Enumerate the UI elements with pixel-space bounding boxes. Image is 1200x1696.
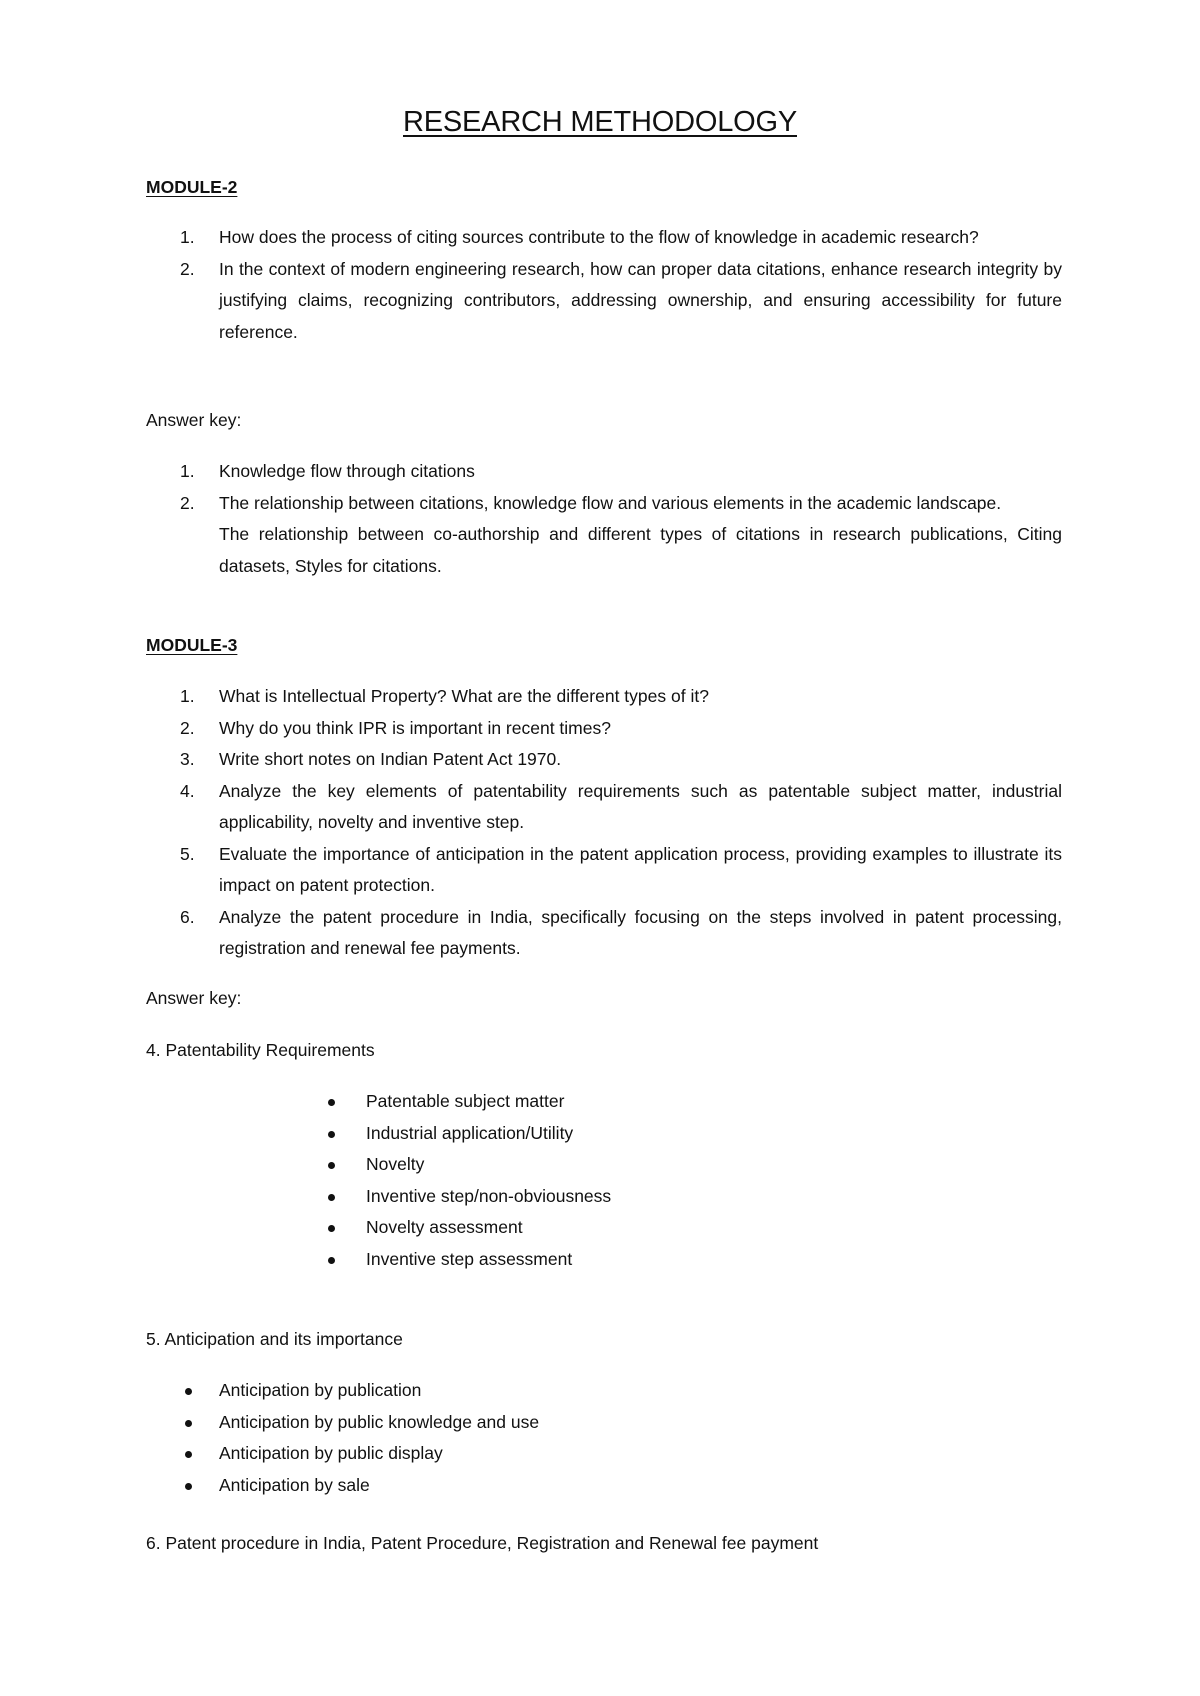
list-item xyxy=(146,488,1062,520)
question-text: In the context of modern engineering research, how can proper data citations, enhance research integrity by justifying claims, recognizing contributors, addressing ownership, and ensuring accessibility for future reference. xyxy=(219,258,1062,342)
list-item xyxy=(146,744,1062,776)
answer-6-heading: 6. Patent procedure in India, Patent Procedure, Registration and Renewal fee payment xyxy=(146,1533,819,1553)
bullet-text: Inventive step/non-obviousness xyxy=(366,1185,612,1206)
list-item xyxy=(328,1181,611,1213)
list-number: 2. xyxy=(180,717,195,738)
answer-4-bullets xyxy=(328,1086,611,1275)
question-text: Evaluate the importance of anticipation in the patent application process, providing examples to illustrate its impact on patent protection. xyxy=(219,843,1062,895)
bullet-text: Patentable subject matter xyxy=(366,1091,565,1111)
list-item xyxy=(146,681,1062,713)
list-number: 6. xyxy=(180,906,195,927)
bullet-text: Inventive step assessment xyxy=(366,1248,573,1269)
bullet-text: Anticipation by public display xyxy=(219,1443,443,1463)
list-item xyxy=(185,1407,539,1439)
list-item xyxy=(328,1086,611,1118)
answer-key-label: Answer key: xyxy=(146,410,242,430)
list-item xyxy=(146,776,1062,839)
answer-text: Knowledge flow through citations xyxy=(219,461,475,481)
answer-continuation: The relationship between co-authorship and different types of citations in research publications, Citing datasets, Styles for citations. xyxy=(219,524,1062,576)
list-item xyxy=(146,254,1062,349)
bullet-icon xyxy=(328,1225,335,1232)
list-item xyxy=(146,456,1062,488)
list-number: 1. xyxy=(180,227,195,247)
bullet-icon xyxy=(185,1388,192,1395)
bullet-text: Anticipation by sale xyxy=(219,1474,370,1495)
list-item xyxy=(328,1118,611,1150)
list-item xyxy=(328,1244,611,1276)
bullet-icon xyxy=(185,1420,192,1427)
bullet-icon xyxy=(328,1194,335,1201)
bullet-text: Industrial application/Utility xyxy=(366,1122,574,1143)
list-number: 2. xyxy=(180,258,195,279)
list-number: 5. xyxy=(180,843,195,864)
document-title: RESEARCH METHODOLOGY xyxy=(403,106,797,138)
list-item xyxy=(146,902,1062,965)
bullet-icon xyxy=(185,1451,192,1458)
question-text: What is Intellectual Property? What are the different types of it? xyxy=(219,686,709,706)
list-item xyxy=(146,222,1062,254)
bullet-icon xyxy=(185,1483,192,1490)
list-number: 3. xyxy=(180,749,195,769)
question-text: Analyze the key elements of patentability requirements such as patentable subject matter, industrial applicability, novelty and inventive step. xyxy=(219,780,1062,832)
bullet-text: Novelty assessment xyxy=(366,1217,523,1237)
list-item xyxy=(185,1438,539,1470)
question-text: Why do you think IPR is important in recent times? xyxy=(219,717,611,738)
list-item xyxy=(185,1470,539,1502)
answer-text: The relationship between citations, knowledge flow and various elements in the academic landscape. xyxy=(219,492,1002,513)
answer-key-label: Answer key: xyxy=(146,988,242,1008)
question-text: Analyze the patent procedure in India, specifically focusing on the steps involved in patent processing, registration and renewal fee payments. xyxy=(219,906,1062,958)
list-item xyxy=(328,1212,611,1244)
list-item xyxy=(328,1149,611,1181)
answer-5-bullets xyxy=(185,1375,539,1501)
list-item xyxy=(146,713,1062,745)
bullet-icon xyxy=(328,1099,335,1106)
module-2-heading: MODULE-2 xyxy=(146,177,238,197)
module-3-heading: MODULE-3 xyxy=(146,635,238,655)
bullet-text: Novelty xyxy=(366,1154,425,1174)
list-item xyxy=(146,839,1062,902)
module-3-questions xyxy=(146,681,1062,965)
bullet-icon xyxy=(328,1131,335,1138)
list-number: 2. xyxy=(180,492,195,513)
bullet-icon xyxy=(328,1257,335,1264)
answer-5-heading: 5. Anticipation and its importance xyxy=(146,1329,403,1349)
answer-4-heading: 4. Patentability Requirements xyxy=(146,1040,375,1060)
list-number: 1. xyxy=(180,461,195,481)
module-2-questions xyxy=(146,222,1062,348)
question-text: How does the process of citing sources contribute to the flow of knowledge in academic research? xyxy=(219,227,979,247)
question-text: Write short notes on Indian Patent Act 1970. xyxy=(219,749,562,769)
list-item xyxy=(185,1375,539,1407)
list-number: 4. xyxy=(180,780,195,801)
module-2-answers xyxy=(146,456,1062,582)
bullet-icon xyxy=(328,1162,335,1169)
bullet-text: Anticipation by publication xyxy=(219,1380,422,1400)
bullet-text: Anticipation by public knowledge and use xyxy=(219,1411,540,1432)
list-number: 1. xyxy=(180,686,195,706)
